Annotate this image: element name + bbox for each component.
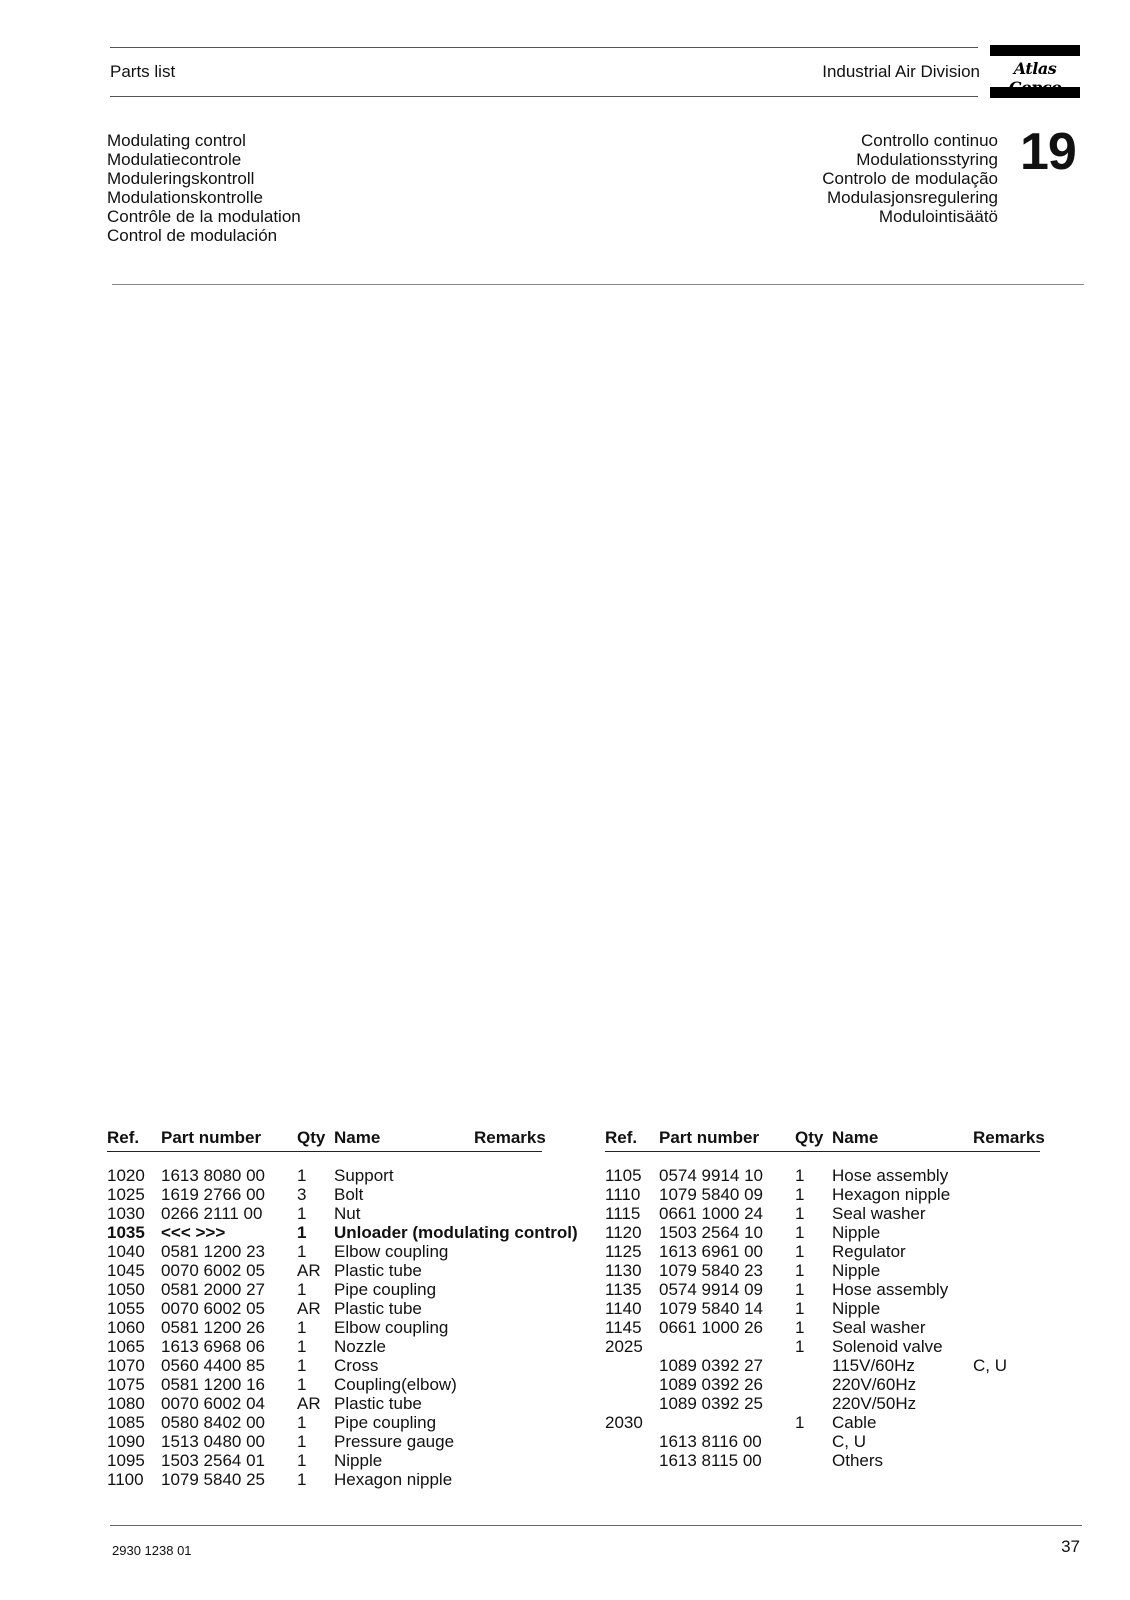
section-titles-left: [107, 131, 301, 245]
section-title-line: Moduleringskontroll: [107, 169, 255, 188]
column-header-name: Name: [334, 1128, 381, 1147]
cell-part: 0560 4400 85: [161, 1356, 265, 1375]
cell-name: Hexagon nipple: [832, 1185, 951, 1204]
column-header-name: Name: [832, 1128, 879, 1147]
cell-part: 1089 0392 25: [659, 1394, 763, 1413]
cell-ref: 1050: [107, 1280, 145, 1299]
cell-ref: 1070: [107, 1356, 145, 1375]
cell-ref: 1065: [107, 1337, 145, 1356]
exploded-view-drawing-area: [110, 290, 1085, 1090]
cell-qty: AR: [297, 1261, 321, 1280]
document-number: 2930 1238 01: [112, 1543, 192, 1558]
atlas-copco-logo: [990, 45, 1080, 98]
cell-name: Seal washer: [832, 1204, 926, 1223]
cell-ref: 1100: [107, 1470, 144, 1489]
cell-name: Plastic tube: [334, 1299, 422, 1318]
cell-part: 1079 5840 25: [161, 1470, 265, 1489]
column-header-qty: Qty: [795, 1128, 824, 1147]
cell-part: <<< >>>: [161, 1223, 226, 1242]
cell-part: 1089 0392 26: [659, 1375, 763, 1394]
cell-ref: 1125: [605, 1242, 642, 1261]
cell-name: Cable: [832, 1413, 877, 1432]
cell-name: Coupling(elbow): [334, 1375, 457, 1394]
cell-ref: 2030: [605, 1413, 643, 1432]
cell-part: 1089 0392 27: [659, 1356, 763, 1375]
cell-part: 1613 8115 00: [659, 1451, 762, 1470]
cell-part: 0581 1200 23: [161, 1242, 265, 1261]
header-division: Industrial Air Division: [822, 62, 980, 81]
cell-ref: 1055: [107, 1299, 145, 1318]
cell-name: Unloader (modulating control): [334, 1223, 578, 1242]
cell-ref: 1085: [107, 1413, 145, 1432]
cell-qty: 3: [297, 1185, 307, 1204]
cell-ref: 1040: [107, 1242, 145, 1261]
header-bottom-rule: [110, 96, 978, 97]
cell-name: Hose assembly: [832, 1280, 949, 1299]
cell-name: Nipple: [334, 1451, 383, 1470]
cell-part: 0581 1200 16: [161, 1375, 265, 1394]
cell-qty: 1: [795, 1280, 805, 1299]
cell-name: Cross: [334, 1356, 379, 1375]
cell-part: 1613 6968 06: [161, 1337, 265, 1356]
cell-name: Seal washer: [832, 1318, 926, 1337]
column-header-ref: Ref.: [107, 1128, 140, 1147]
cell-name: Regulator: [832, 1242, 906, 1261]
cell-ref: 1080: [107, 1394, 145, 1413]
cell-name: Nipple: [832, 1223, 881, 1242]
cell-name: Hexagon nipple: [334, 1470, 453, 1489]
cell-name: 220V/50Hz: [832, 1394, 917, 1413]
logo-top-bar: [990, 45, 1080, 56]
cell-part: 0574 9914 09: [659, 1280, 763, 1299]
cell-part: 0574 9914 10: [659, 1166, 763, 1185]
logo-wordmark: Atlas: [1013, 59, 1057, 78]
cell-name: Nozzle: [334, 1337, 386, 1356]
cell-qty: 1: [297, 1432, 307, 1451]
cell-qty: 1: [795, 1261, 805, 1280]
section-title-line: Control de modulación: [107, 226, 278, 245]
cell-part: 0581 2000 27: [161, 1280, 265, 1299]
cell-name: Others: [832, 1451, 884, 1470]
cell-qty: 1: [795, 1337, 805, 1356]
cell-qty: 1: [795, 1413, 805, 1432]
cell-qty: 1: [297, 1375, 307, 1394]
cell-ref: 2025: [605, 1337, 643, 1356]
cell-part: 1613 8080 00: [161, 1166, 265, 1185]
header-underline: [107, 1151, 542, 1152]
cell-qty: 1: [795, 1223, 805, 1242]
cell-name: Elbow coupling: [334, 1242, 449, 1261]
cell-qty: 1: [795, 1185, 805, 1204]
column-header-remarks: Remarks: [474, 1128, 546, 1147]
cell-name: Nut: [334, 1204, 361, 1223]
cell-ref: 1115: [605, 1204, 641, 1223]
cell-qty: 1: [297, 1204, 307, 1223]
cell-part: 1613 6961 00: [659, 1242, 763, 1261]
cell-part: 0070 6002 04: [161, 1394, 265, 1413]
section-title-line: Contrôle de la modulation: [107, 207, 301, 226]
cell-part: 1613 8116 00: [659, 1432, 762, 1451]
column-header-part: Part number: [161, 1128, 262, 1147]
logo-bottom-bar: [990, 87, 1080, 98]
cell-part: 1079 5840 14: [659, 1299, 763, 1318]
cell-part: 1503 2564 01: [161, 1451, 265, 1470]
cell-part: 0266 2111 00: [161, 1204, 263, 1223]
cell-name: Support: [334, 1166, 394, 1185]
section-number: 19: [1020, 123, 1076, 181]
cell-ref: 1045: [107, 1261, 145, 1280]
column-header-qty: Qty: [297, 1128, 326, 1147]
cell-name: 115V/60Hz: [832, 1356, 915, 1375]
column-header-remarks: Remarks: [973, 1128, 1045, 1147]
cell-part: 1079 5840 23: [659, 1261, 763, 1280]
cell-part: 0661 1000 26: [659, 1318, 763, 1337]
cell-ref: 1135: [605, 1280, 642, 1299]
cell-name: Bolt: [334, 1185, 364, 1204]
cell-ref: 1075: [107, 1375, 145, 1394]
cell-name: Plastic tube: [334, 1394, 422, 1413]
cell-qty: 1: [297, 1337, 307, 1356]
header-top-rule: [110, 47, 978, 48]
cell-qty: 1: [297, 1242, 307, 1261]
cell-name: Hose assembly: [832, 1166, 949, 1185]
section-title-line: Modulointisäätö: [878, 207, 998, 226]
cell-qty: 1: [795, 1204, 805, 1223]
cell-ref: 1095: [107, 1451, 145, 1470]
cell-ref: 1120: [605, 1223, 642, 1242]
cell-ref: 1020: [107, 1166, 145, 1185]
cell-ref: 1145: [605, 1318, 642, 1337]
title-separator-rule: [112, 284, 1084, 285]
cell-ref: 1090: [107, 1432, 145, 1451]
cell-name: Nipple: [832, 1261, 881, 1280]
section-title-line: Modulasjonsregulering: [826, 188, 998, 207]
page-number: 37: [1061, 1537, 1080, 1556]
cell-part: 0581 1200 26: [161, 1318, 265, 1337]
cell-name: Pressure gauge: [334, 1432, 455, 1451]
cell-name: 220V/60Hz: [832, 1375, 917, 1394]
cell-part: 0070 6002 05: [161, 1299, 265, 1318]
cell-qty: 1: [297, 1413, 307, 1432]
cell-qty: 1: [795, 1318, 805, 1337]
cell-qty: AR: [297, 1394, 321, 1413]
section-title-line: Modulationskontrolle: [107, 188, 263, 207]
cell-part: 1079 5840 09: [659, 1185, 763, 1204]
cell-qty: 1: [297, 1318, 307, 1337]
cell-qty: 1: [297, 1356, 307, 1375]
cell-qty: 1: [297, 1280, 307, 1299]
cell-ref: 1105: [605, 1166, 642, 1185]
cell-ref: 1030: [107, 1204, 145, 1223]
cell-name: Elbow coupling: [334, 1318, 449, 1337]
cell-qty: 1: [795, 1299, 805, 1318]
cell-qty: 1: [297, 1451, 307, 1470]
cell-part: 1619 2766 00: [161, 1185, 265, 1204]
footer-rule: [110, 1525, 1082, 1526]
cell-qty: 1: [795, 1166, 805, 1185]
cell-name: C, U: [832, 1432, 866, 1451]
cell-ref: 1130: [605, 1261, 642, 1280]
header-document-type: Parts list: [110, 62, 176, 81]
cell-qty: 1: [297, 1166, 307, 1185]
cell-name: Solenoid valve: [832, 1337, 943, 1356]
section-title-line: Controlo de modulação: [822, 169, 998, 188]
cell-part: 1513 0480 00: [161, 1432, 265, 1451]
section-title-line: Modulationsstyring: [856, 150, 998, 169]
cell-part: 0580 8402 00: [161, 1413, 265, 1432]
cell-qty: 1: [297, 1470, 307, 1489]
section-title-line: Modulatiecontrole: [107, 150, 242, 169]
column-header-ref: Ref.: [605, 1128, 638, 1147]
cell-qty: 1: [297, 1223, 307, 1242]
cell-qty: 1: [795, 1242, 805, 1261]
cell-ref: 1140: [605, 1299, 642, 1318]
cell-name: Pipe coupling: [334, 1280, 437, 1299]
header-underline: [605, 1151, 1040, 1152]
section-titles-right: [700, 131, 998, 226]
column-header-part: Part number: [659, 1128, 760, 1147]
cell-name: Pipe coupling: [334, 1413, 437, 1432]
cell-ref: 1110: [605, 1185, 641, 1204]
cell-part: 0661 1000 24: [659, 1204, 763, 1223]
cell-qty: AR: [297, 1299, 321, 1318]
cell-ref: 1035: [107, 1223, 145, 1242]
section-title-line: Modulating control: [107, 131, 246, 150]
cell-ref: 1025: [107, 1185, 145, 1204]
cell-part: 0070 6002 05: [161, 1261, 265, 1280]
cell-part: 1503 2564 10: [659, 1223, 763, 1242]
cell-name: Nipple: [832, 1299, 881, 1318]
section-title-line: Controllo continuo: [860, 131, 998, 150]
cell-remarks: C, U: [973, 1356, 1007, 1375]
cell-ref: 1060: [107, 1318, 145, 1337]
cell-name: Plastic tube: [334, 1261, 422, 1280]
